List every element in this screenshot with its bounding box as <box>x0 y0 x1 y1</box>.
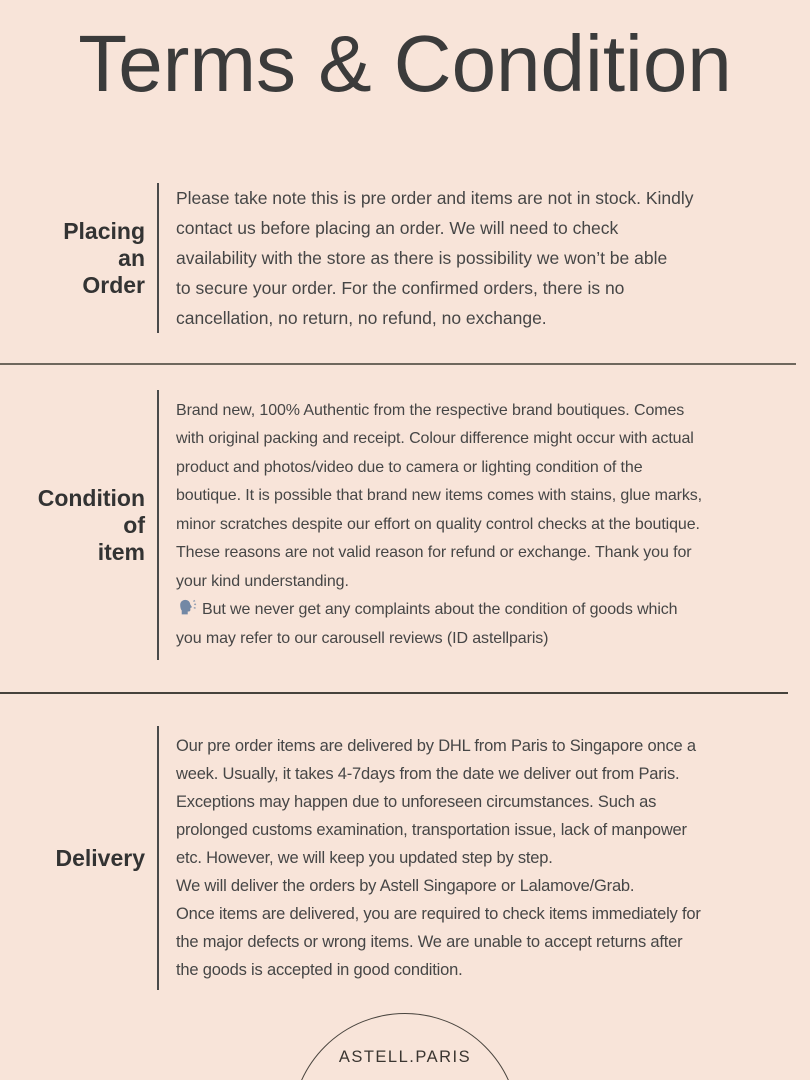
section-placing-an-order <box>0 183 810 333</box>
section-body-placing-an-order <box>157 183 810 333</box>
section-delivery <box>0 726 810 990</box>
section-body-condition-of-item <box>157 390 810 660</box>
section-condition-of-item <box>0 390 810 660</box>
delivery-text: Our pre order items are delivered by DHL from Paris to Singapore once a week. Usually, it takes 4-7days from the date we deliver out from Paris. Exceptions may happen due to unforeseen circumstances. Such as prolonged customs examination, transportation issue, lack of manpower etc. However, we will keep you updated step by step. We will deliver the orders by Astell Singapore or Lalamove/Grab. Once items are delivered, you are required to check items immediately for the major defects or wrong items. We are unable to accept returns after the goods is accepted in good condition. <box>176 737 701 979</box>
condition-note-line <box>176 596 790 653</box>
section-label-condition-of-item: Condition of item <box>37 484 145 565</box>
placing-an-order-text: Please take note this is pre order and items are not in stock. Kindly contact us before placing an order. We will need to check availability with the store as there is possibility we won’t be able to secure your order. For the confirmed orders, there is no cancellation, no return, no refund, no exchange. <box>176 188 694 328</box>
section-label-placing-an-order: Placing an Order <box>63 217 145 298</box>
condition-note-text: But we never get any complaints about the condition of goods which you may refer to our carousell reviews (ID astellparis) <box>176 601 678 647</box>
brand-badge-label: ASTELL.PARIS <box>338 1048 472 1066</box>
section-divider <box>0 363 796 365</box>
brand-badge-circle <box>291 1013 519 1080</box>
section-divider <box>0 692 788 694</box>
section-label-delivery: Delivery <box>55 844 145 871</box>
condition-of-item-text: Brand new, 100% Authentic from the respective brand boutiques. Comes with original packing and receipt. Colour difference might occur with actual product and photos/video due to camera or lighting condition of the boutique. It is possible that brand new items comes with stains, glue marks, minor scratches despite our effort on quality control checks at the boutique. These reasons are not valid reason for refund or exchange. Thank you for your kind understanding. <box>176 401 702 590</box>
section-body-delivery <box>157 726 810 990</box>
page-title: Terms & Condition <box>78 19 732 108</box>
speaking-head-icon <box>176 598 198 618</box>
